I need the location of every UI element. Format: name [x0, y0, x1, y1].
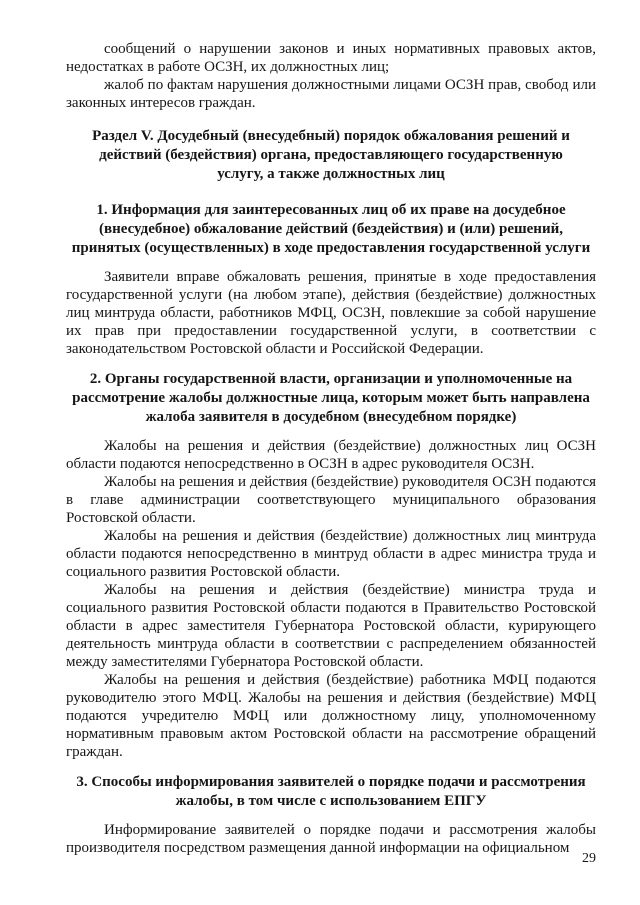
subsection-2-paragraph-4: Жалобы на решения и действия (бездействие) министра труда и социального развития Ростовской области подаются в Правительство Ростовской области в адрес заместителя Губернатора Ростовской области, курирующего деятельность минтруда области в соответствии с распределением обязанностей между заместителями Губернатора Ростовской области. [66, 582, 596, 670]
subsection-1-title: 1. Информация для заинтересованных лиц об их праве на досудебное (внесудебное) обжалование действий (бездействия) и (или) решений, принятых (осуществленных) в ходе предоставления государственной услуги [71, 202, 591, 256]
subsection-1-text: Заявители вправе обжаловать решения, принятые в ходе предоставления государственной услуги (на любом этапе), действия (бездействие) должностных лиц минтруда области, работников МФЦ, ОСЗН, повлекшие за собой нарушение их прав при предоставлении государственной услуги, в соответствии с законодательством Ростовской области и Российской Федерации. [66, 269, 596, 357]
page-number: 29 [582, 851, 596, 866]
paragraph-violations: сообщений о нарушении законов и иных нормативных правовых актов, недостатках в работе ОСЗН, их должностных лиц; [66, 41, 596, 75]
subsection-2-title: 2. Органы государственной власти, организации и уполномоченные на рассмотрение жалобы должностные лица, которым может быть направлена жалоба заявителя в досудебном (внесудебном порядке) [72, 371, 590, 425]
subsection-2-paragraph-2: Жалобы на решения и действия (бездействие) руководителя ОСЗН подаются в главе администрации соответствующего муниципального образования Ростовской области. [66, 474, 596, 526]
subsection-3-title: 3. Способы информирования заявителей о порядке подачи и рассмотрения жалобы, в том числе с использованием ЕПГУ [76, 774, 586, 809]
paragraph-complaints-rights: жалоб по фактам нарушения должностными лицами ОСЗН прав, свобод или законных интересов граждан. [66, 77, 596, 111]
document-page [66, 40, 596, 857]
subsection-2-paragraph-1: Жалобы на решения и действия (бездействие) должностных лиц ОСЗН области подаются непосредственно в ОСЗН в адрес руководителя ОСЗН. [66, 438, 596, 472]
section-title: Раздел V. Досудебный (внесудебный) порядок обжалования решений и действий (бездействия) органа, предоставляющего государственную услугу, а также должностных лиц [92, 128, 570, 182]
subsection-2-paragraph-3: Жалобы на решения и действия (бездействие) должностных лиц минтруда области подаются непосредственно в минтруд области в адрес министра труда и социального развития Ростовской области. [66, 528, 596, 580]
subsection-2-paragraph-5: Жалобы на решения и действия (бездействие) работника МФЦ подаются руководителю этого МФЦ. Жалобы на решения и действия (бездействие) МФЦ подаются учредителю МФЦ или должностному лицу, уполномоченному нормативным правовым актом Ростовской области на рассмотрение обращений граждан. [66, 672, 596, 760]
subsection-3-text: Информирование заявителей о порядке подачи и рассмотрения жалобы производителя посредством размещения данной информации на официальном [66, 822, 596, 856]
